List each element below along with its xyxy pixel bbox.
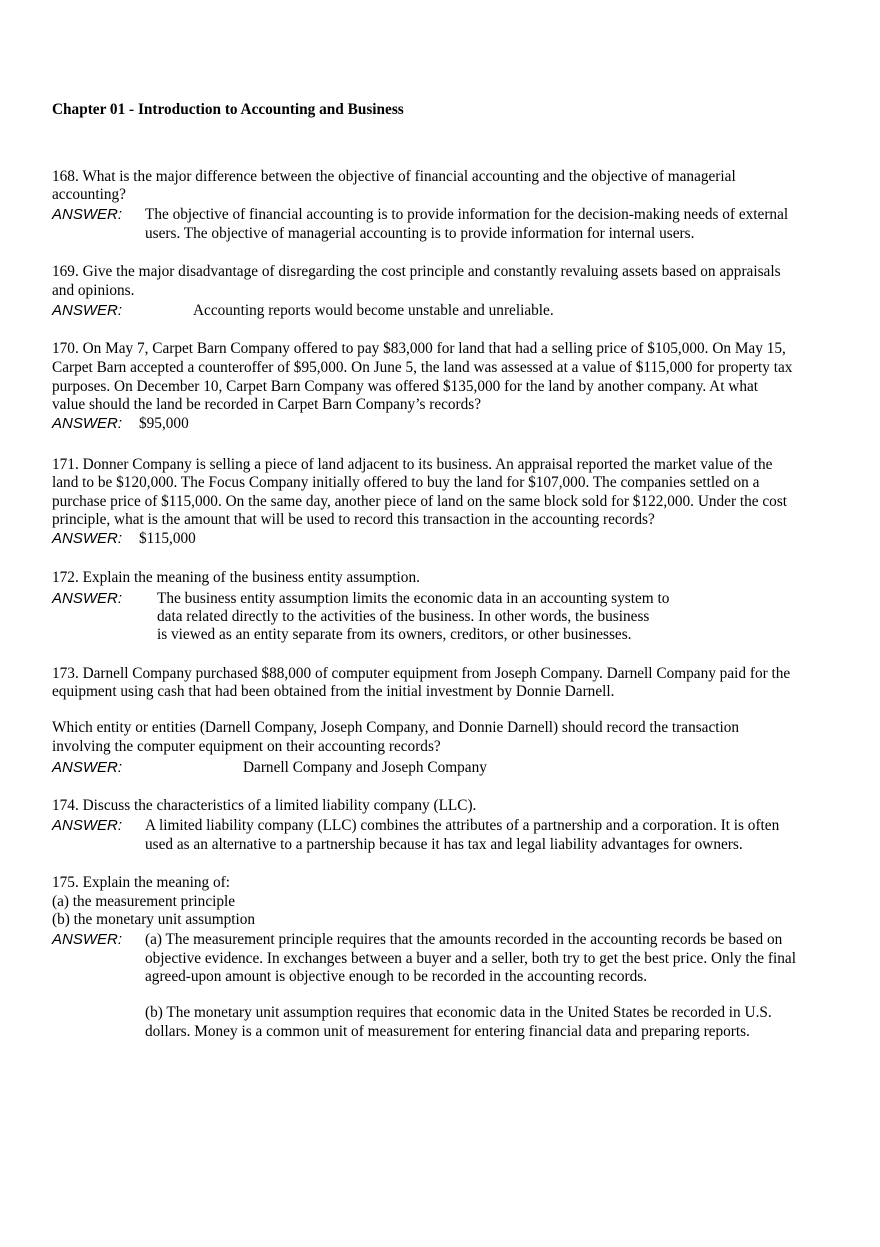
question-168-line: 168. What is the major difference between the objective of financial accounting and the objective of managerial xyxy=(52,168,736,185)
answer-label: ANSWER: xyxy=(52,817,123,834)
answer-175-line: (b) The monetary unit assumption requires that economic data in the United States be recorded in U.S. xyxy=(145,1004,772,1021)
question-175-line: (a) the measurement principle xyxy=(52,893,236,910)
question-169-line: 169. Give the major disadvantage of disregarding the cost principle and constantly revaluing assets based on appraisals xyxy=(52,263,781,280)
question-169-line: and opinions. xyxy=(52,282,135,299)
answer-174-line: used as an alternative to a partnership because it has tax and legal liability advantages for owners. xyxy=(145,836,743,853)
answer-173-line: Darnell Company and Joseph Company xyxy=(243,759,487,776)
question-170-line: value should the land be recorded in Carpet Barn Company’s records? xyxy=(52,396,482,413)
answer-label: ANSWER: xyxy=(52,759,123,776)
question-175-line: (b) the monetary unit assumption xyxy=(52,911,256,928)
question-170-line: purposes. On December 10, Carpet Barn Company was offered $135,000 for the land by another company. At what xyxy=(52,378,759,395)
question-174-line: 174. Discuss the characteristics of a limited liability company (LLC). xyxy=(52,797,477,814)
question-171-line: 171. Donner Company is selling a piece of land adjacent to its business. An appraisal reported the market value of the xyxy=(52,456,773,473)
answer-169-line: Accounting reports would become unstable and unreliable. xyxy=(193,302,554,319)
answer-168-line: users. The objective of managerial accounting is to provide information for internal users. xyxy=(145,225,695,242)
question-170-line: 170. On May 7, Carpet Barn Company offered to pay $83,000 for land that had a selling price of $105,000. On May 15, xyxy=(52,340,786,357)
answer-172-line: The business entity assumption limits the economic data in an accounting system to xyxy=(157,590,670,607)
answer-175-line: dollars. Money is a common unit of measurement for entering financial data and preparing reports. xyxy=(145,1023,750,1040)
question-173-line: involving the computer equipment on their accounting records? xyxy=(52,738,441,755)
question-173-line: equipment using cash that had been obtained from the initial investment by Donnie Darnell. xyxy=(52,683,615,700)
answer-172-line: is viewed as an entity separate from its owners, creditors, or other businesses. xyxy=(157,626,632,643)
answer-label: ANSWER: xyxy=(52,590,123,607)
question-173-line: Which entity or entities (Darnell Company, Joseph Company, and Donnie Darnell) should record the transaction xyxy=(52,719,740,736)
question-170-line: Carpet Barn accepted a counteroffer of $95,000. On June 5, the land was assessed at a value of $115,000 for property tax xyxy=(52,359,793,376)
answer-174-line: A limited liability company (LLC) combines the attributes of a partnership and a corporation. It is often xyxy=(145,817,780,834)
question-173-line: 173. Darnell Company purchased $88,000 of computer equipment from Joseph Company. Darnell Company paid for the xyxy=(52,665,791,682)
question-171-line: purchase price of $115,000. On the same day, another piece of land on the same block sold for $122,000. Under the cost xyxy=(52,493,788,510)
answer-175-line: (a) The measurement principle requires that the amounts recorded in the accounting records be based on xyxy=(145,931,783,948)
question-171-line: land to be $120,000. The Focus Company initially offered to buy the land for $107,000. The companies settled on a xyxy=(52,474,760,491)
answer-175-line: agreed-upon amount is objective enough to be recorded in the accounting records. xyxy=(145,968,648,985)
answer-172-line: data related directly to the activities of the business. In other words, the business xyxy=(157,608,650,625)
answer-label: ANSWER: xyxy=(52,302,123,319)
question-175-line: 175. Explain the meaning of: xyxy=(52,874,230,891)
chapter-title: Chapter 01 - Introduction to Accounting and Business xyxy=(52,101,404,118)
answer-label: ANSWER: xyxy=(52,415,123,432)
answer-label: ANSWER: xyxy=(52,206,123,223)
answer-170-line: $95,000 xyxy=(139,415,189,432)
question-172-line: 172. Explain the meaning of the business entity assumption. xyxy=(52,569,420,586)
answer-175-line: objective evidence. In exchanges between a buyer and a seller, both try to get the best price. Only the final xyxy=(145,950,796,967)
answer-label: ANSWER: xyxy=(52,530,123,547)
question-168-line: accounting? xyxy=(52,186,126,203)
answer-label: ANSWER: xyxy=(52,931,123,948)
question-171-line: principle, what is the amount that will be used to record this transaction in the accounting records? xyxy=(52,511,655,528)
answer-171-line: $115,000 xyxy=(139,530,196,547)
answer-168-line: The objective of financial accounting is to provide information for the decision-making needs of external xyxy=(145,206,789,223)
